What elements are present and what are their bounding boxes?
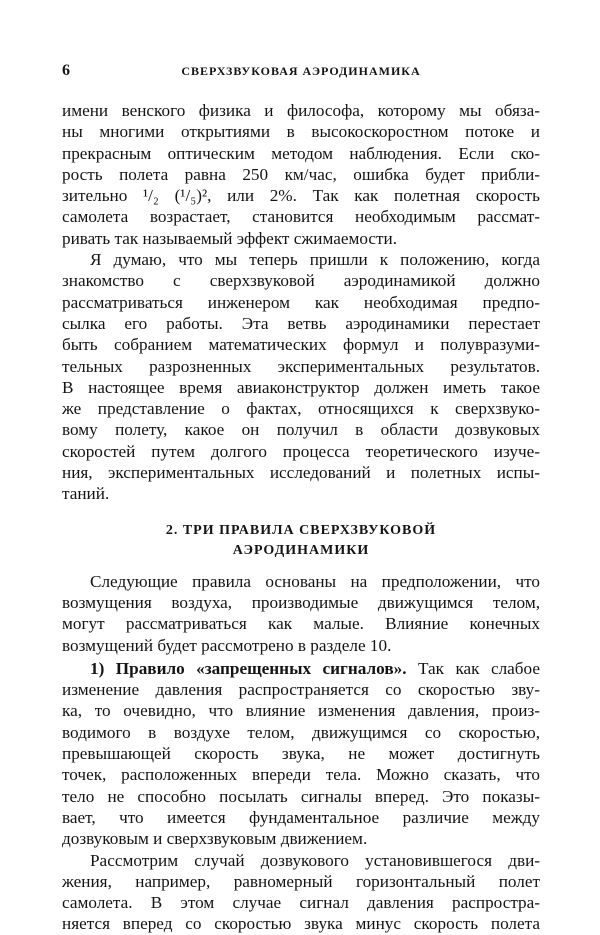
text-line: рость полета равна 250 км/час, ошибка будет прибли- <box>62 164 540 184</box>
text-line: самолета. В этом случае сигнал давления распростра- <box>62 893 540 913</box>
text-line: изменение давления распространяется со скоростью зву- <box>62 680 540 700</box>
text-line <box>62 658 540 679</box>
paragraph-continuation <box>62 100 540 249</box>
page-header <box>62 62 540 84</box>
text-line: тело не способно посылать сигналы вперед. Это показы- <box>62 786 540 806</box>
text-line: прекрасным оптическим методом наблюдения. Если ско- <box>62 143 540 163</box>
page-number: 6 <box>62 62 70 79</box>
paragraph-assumptions <box>62 571 540 656</box>
section-heading-line: АЭРОДИНАМИКИ <box>232 542 370 558</box>
text-line: Рассмотрим случай дозвукового установившегося дви- <box>90 850 540 870</box>
rule-title: 1) Правило «запрещенных сигналов». <box>90 658 407 678</box>
text-line: самолета возрастает, становится необходимым рассмат- <box>62 207 540 227</box>
text-line: ка, то очевидно, что влияние изменения давления, произ- <box>62 701 540 721</box>
text-line: рассматриваться инженером как необходимая предпо- <box>62 292 540 312</box>
text-line: дозвуковым и сверхзвуковым движением. <box>62 829 368 849</box>
paragraph-engineer-knowledge <box>62 249 540 505</box>
text-line: Следующие правила основаны на предположении, что <box>90 571 540 591</box>
text-line: вому полету, какое он получил в области дозвуковых <box>62 420 540 440</box>
section-heading <box>62 521 540 561</box>
text-line: водимого в воздухе телом, движущимся со скоростью, <box>62 722 540 742</box>
text-line: ривать так называемый эффект сжимаемости. <box>62 228 397 248</box>
text-line: таний. <box>62 484 110 504</box>
text-line: быть собранием математических формул и полувразуми- <box>62 335 540 355</box>
text-line: ния, экспериментальных исследований и полетных испы- <box>62 463 540 483</box>
text-line: В настоящее время авиаконструктор должен иметь такое <box>62 377 540 397</box>
text-line: сылка его работы. Эта ветвь аэродинамики перестает <box>62 313 540 333</box>
text-line: тельных разрозненных экспериментальных результатов. <box>62 356 540 376</box>
text-line: зительно ¹/₂ (¹/₅)², или 2%. Так как полетная скорость <box>62 186 540 206</box>
text-line: могут рассматриваться как малые. Влияние конечных <box>62 614 540 634</box>
text-line: знакомство с сверхзвуковой аэродинамикой должно <box>62 271 540 291</box>
text-fragment: Так как слабое <box>406 658 540 678</box>
text-line: няется вперед со скоростью звука минус скорость полета <box>62 914 540 934</box>
text-line: возмущения воздуха, производимые движущимся телом, <box>62 592 540 612</box>
text-line: ны многими открытиями в высокоскоростном потоке и <box>62 122 540 142</box>
text-line: скоростей путем долгого процесса теоретического изуче- <box>62 441 540 461</box>
text-line: имени венского физика и философа, которому мы обяза- <box>62 101 540 120</box>
page-body <box>62 100 540 935</box>
paragraph-subsonic-case <box>62 850 540 935</box>
text-line: возмущений будет рассмотрено в разделе 10. <box>62 635 392 655</box>
paragraph-rule-forbidden-signals <box>62 658 540 850</box>
text-line: вает, что имеется фундаментальное различие между <box>62 807 540 827</box>
text-line: жения, например, равномерный горизонтальный полет <box>62 871 540 891</box>
text-line: превышающей скорость звука, не может достигнуть <box>62 744 540 764</box>
text-line: точек, расположенных впереди тела. Можно сказать, что <box>62 765 540 785</box>
text-line: же представление о фактах, относящихся к сверхзвуко- <box>62 399 540 419</box>
text-line: Я думаю, что мы теперь пришли к положению, когда <box>90 250 540 270</box>
section-heading-line: 2. ТРИ ПРАВИЛА СВЕРХЗВУКОВОЙ <box>165 522 437 538</box>
running-title: СВЕРХЗВУКОВАЯ АЭРОДИНАМИКА <box>181 64 421 78</box>
